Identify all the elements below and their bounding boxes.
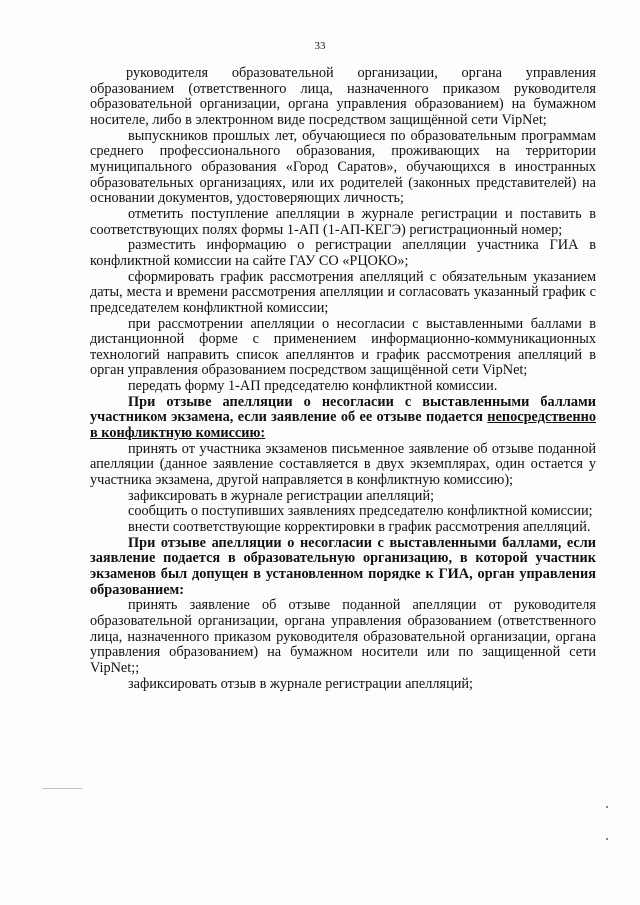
scan-dot-right-1	[606, 806, 608, 808]
section-heading-1	[90, 395, 596, 442]
paragraph-13: зафиксировать отзыв в журнале регистрации апелляций;	[128, 675, 474, 692]
scan-dash-left	[42, 788, 82, 789]
paragraph-6: при рассмотрении апелляции о несогласии с выставленными баллами в дистанционной форме с применением информационно-коммуникационных технологий направить список апеллянтов и график рассмотрения апелляций в орган управления образованием посредством защищённой сети VipNet;	[90, 315, 596, 379]
document-body	[90, 66, 596, 692]
page-number: 33	[314, 40, 326, 52]
section-heading-1-lead: При отзыве апелляции о несогласии с выставленными баллами участником экзамена, если заявление об ее отзыве подается	[90, 393, 596, 426]
paragraph-4: разместить информацию о регистрации апелляции участника ГИА в конфликтной комиссии на сайте ГАУ СО «РЦОКО»;	[90, 237, 596, 269]
paragraph-8: принять от участника экзаменов письменное заявление об отзыве поданной апелляции (данное заявление составляется в двух экземплярах, один остается у участника экзамена, другой направляется в конфликтную комиссию);	[90, 440, 596, 489]
paragraph-9: зафиксировать в журнале регистрации апелляций;	[128, 487, 435, 504]
paragraph-7: передать форму 1-АП председателю конфликтной комиссии.	[128, 378, 498, 395]
paragraph-11: внести соответствующие корректировки в график рассмотрения апелляций.	[128, 519, 591, 536]
paragraph-1: руководителя образовательной организации, органа управления образованием (ответственного лица, назначенного приказом руководителя образовательной организации, органа управления образованием) на бумажном носителе, либо в электронном виде посредством защищённой сети VipNet;	[90, 65, 596, 128]
section-heading-2: При отзыве апелляции о несогласии с выставленными баллами, если заявление подается в образовательную организацию, в которой участник экзаменов был допущен в установленном порядке к ГИА, орган управления образованием:	[90, 534, 596, 598]
paragraph-2: выпускников прошлых лет, обучающиеся по образовательным программам среднего профессионального образования, проживающих на территории муниципального образования «Город Саратов», обучающихся в иностранных образовательных организациях, или их родителей (законных представителей) на основании документов, удостоверяющих личность;	[90, 127, 596, 207]
paragraph-3: отметить поступление апелляции в журнале регистрации и поставить в соответствующих полях формы 1-АП (1-АП-КЕГЭ) регистрационный номер;	[90, 205, 596, 238]
scan-dot-right-2	[606, 838, 608, 840]
paragraph-10: сообщить о поступивших заявлениях председателю конфликтной комиссии;	[128, 503, 593, 520]
paragraph-5: сформировать график рассмотрения апелляций с обязательным указанием даты, места и времени рассмотрения апелляции и согласовать указанный график с председателем конфликтной комиссии;	[90, 268, 596, 316]
section-heading-1-underlined: непосредственно в конфликтную комиссию:	[90, 409, 596, 442]
paragraph-12: принять заявление об отзыве поданной апелляции от руководителя образовательной организации, органа управления образованием (ответственного лица, назначенного приказом руководителя образовательной организации, органа управления образованием) на бумажном носители или по защищенной сети VipNet;;	[90, 597, 596, 676]
